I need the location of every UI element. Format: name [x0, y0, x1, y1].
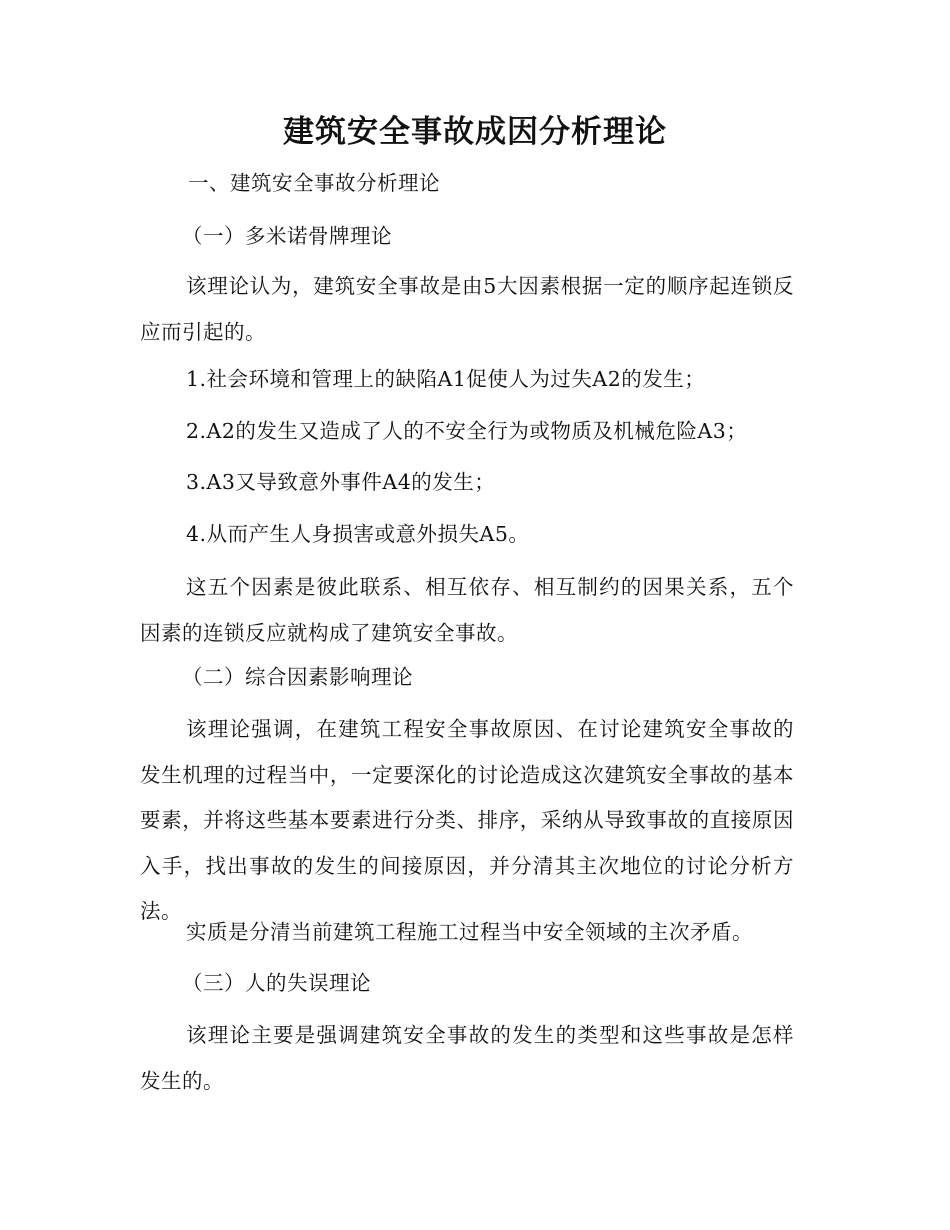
paragraph-essence: 实质是分清当前建筑工程施工过程当中安全领域的主次矛盾。 [186, 920, 753, 944]
list-item-3: 3.A3又导致意外事件A4的发生； [186, 470, 496, 494]
paragraph-comprehensive-factors: 该理论强调，在建筑工程安全事故原因、在讨论建筑安全事故的发生机理的过程当中，一定要深化的讨论造成这次建筑安全事故的基本要素，并将这些基本要素进行分类、排序，采纳从导致事故的直接原因入手，找出事故的发生的间接原因，并分清其主次地位的讨论分析方法。 [140, 717, 794, 923]
document-title: 建筑安全事故成因分析理论 [283, 114, 667, 150]
subsection-heading-3: （三）人的失误理论 [182, 971, 371, 995]
subsection-heading-1: （一）多米诺骨牌理论 [182, 224, 392, 248]
subsection-heading-2: （二）综合因素影响理论 [182, 665, 413, 689]
list-item-1: 1.社会环境和管理上的缺陷A1促使人为过失A2的发生； [186, 367, 706, 391]
paragraph-human-error: 该理论主要是强调建筑安全事故的发生的类型和这些事故是怎样发生的。 [140, 1023, 794, 1093]
list-item-2: 2.A2的发生又造成了人的不安全行为或物质及机械危险A3； [186, 419, 748, 443]
paragraph-domino-summary: 这五个因素是彼此联系、相互依存、相互制约的因果关系，五个因素的连锁反应就构成了建筑安全事故。 [140, 575, 794, 645]
list-item-4: 4.从而产生人身损害或意外损失A5。 [186, 522, 530, 546]
paragraph-domino-intro: 该理论认为，建筑安全事故是由5大因素根据一定的顺序起连锁反应而引起的。 [140, 274, 794, 344]
section-heading-1: 一、建筑安全事故分析理论 [188, 171, 440, 195]
